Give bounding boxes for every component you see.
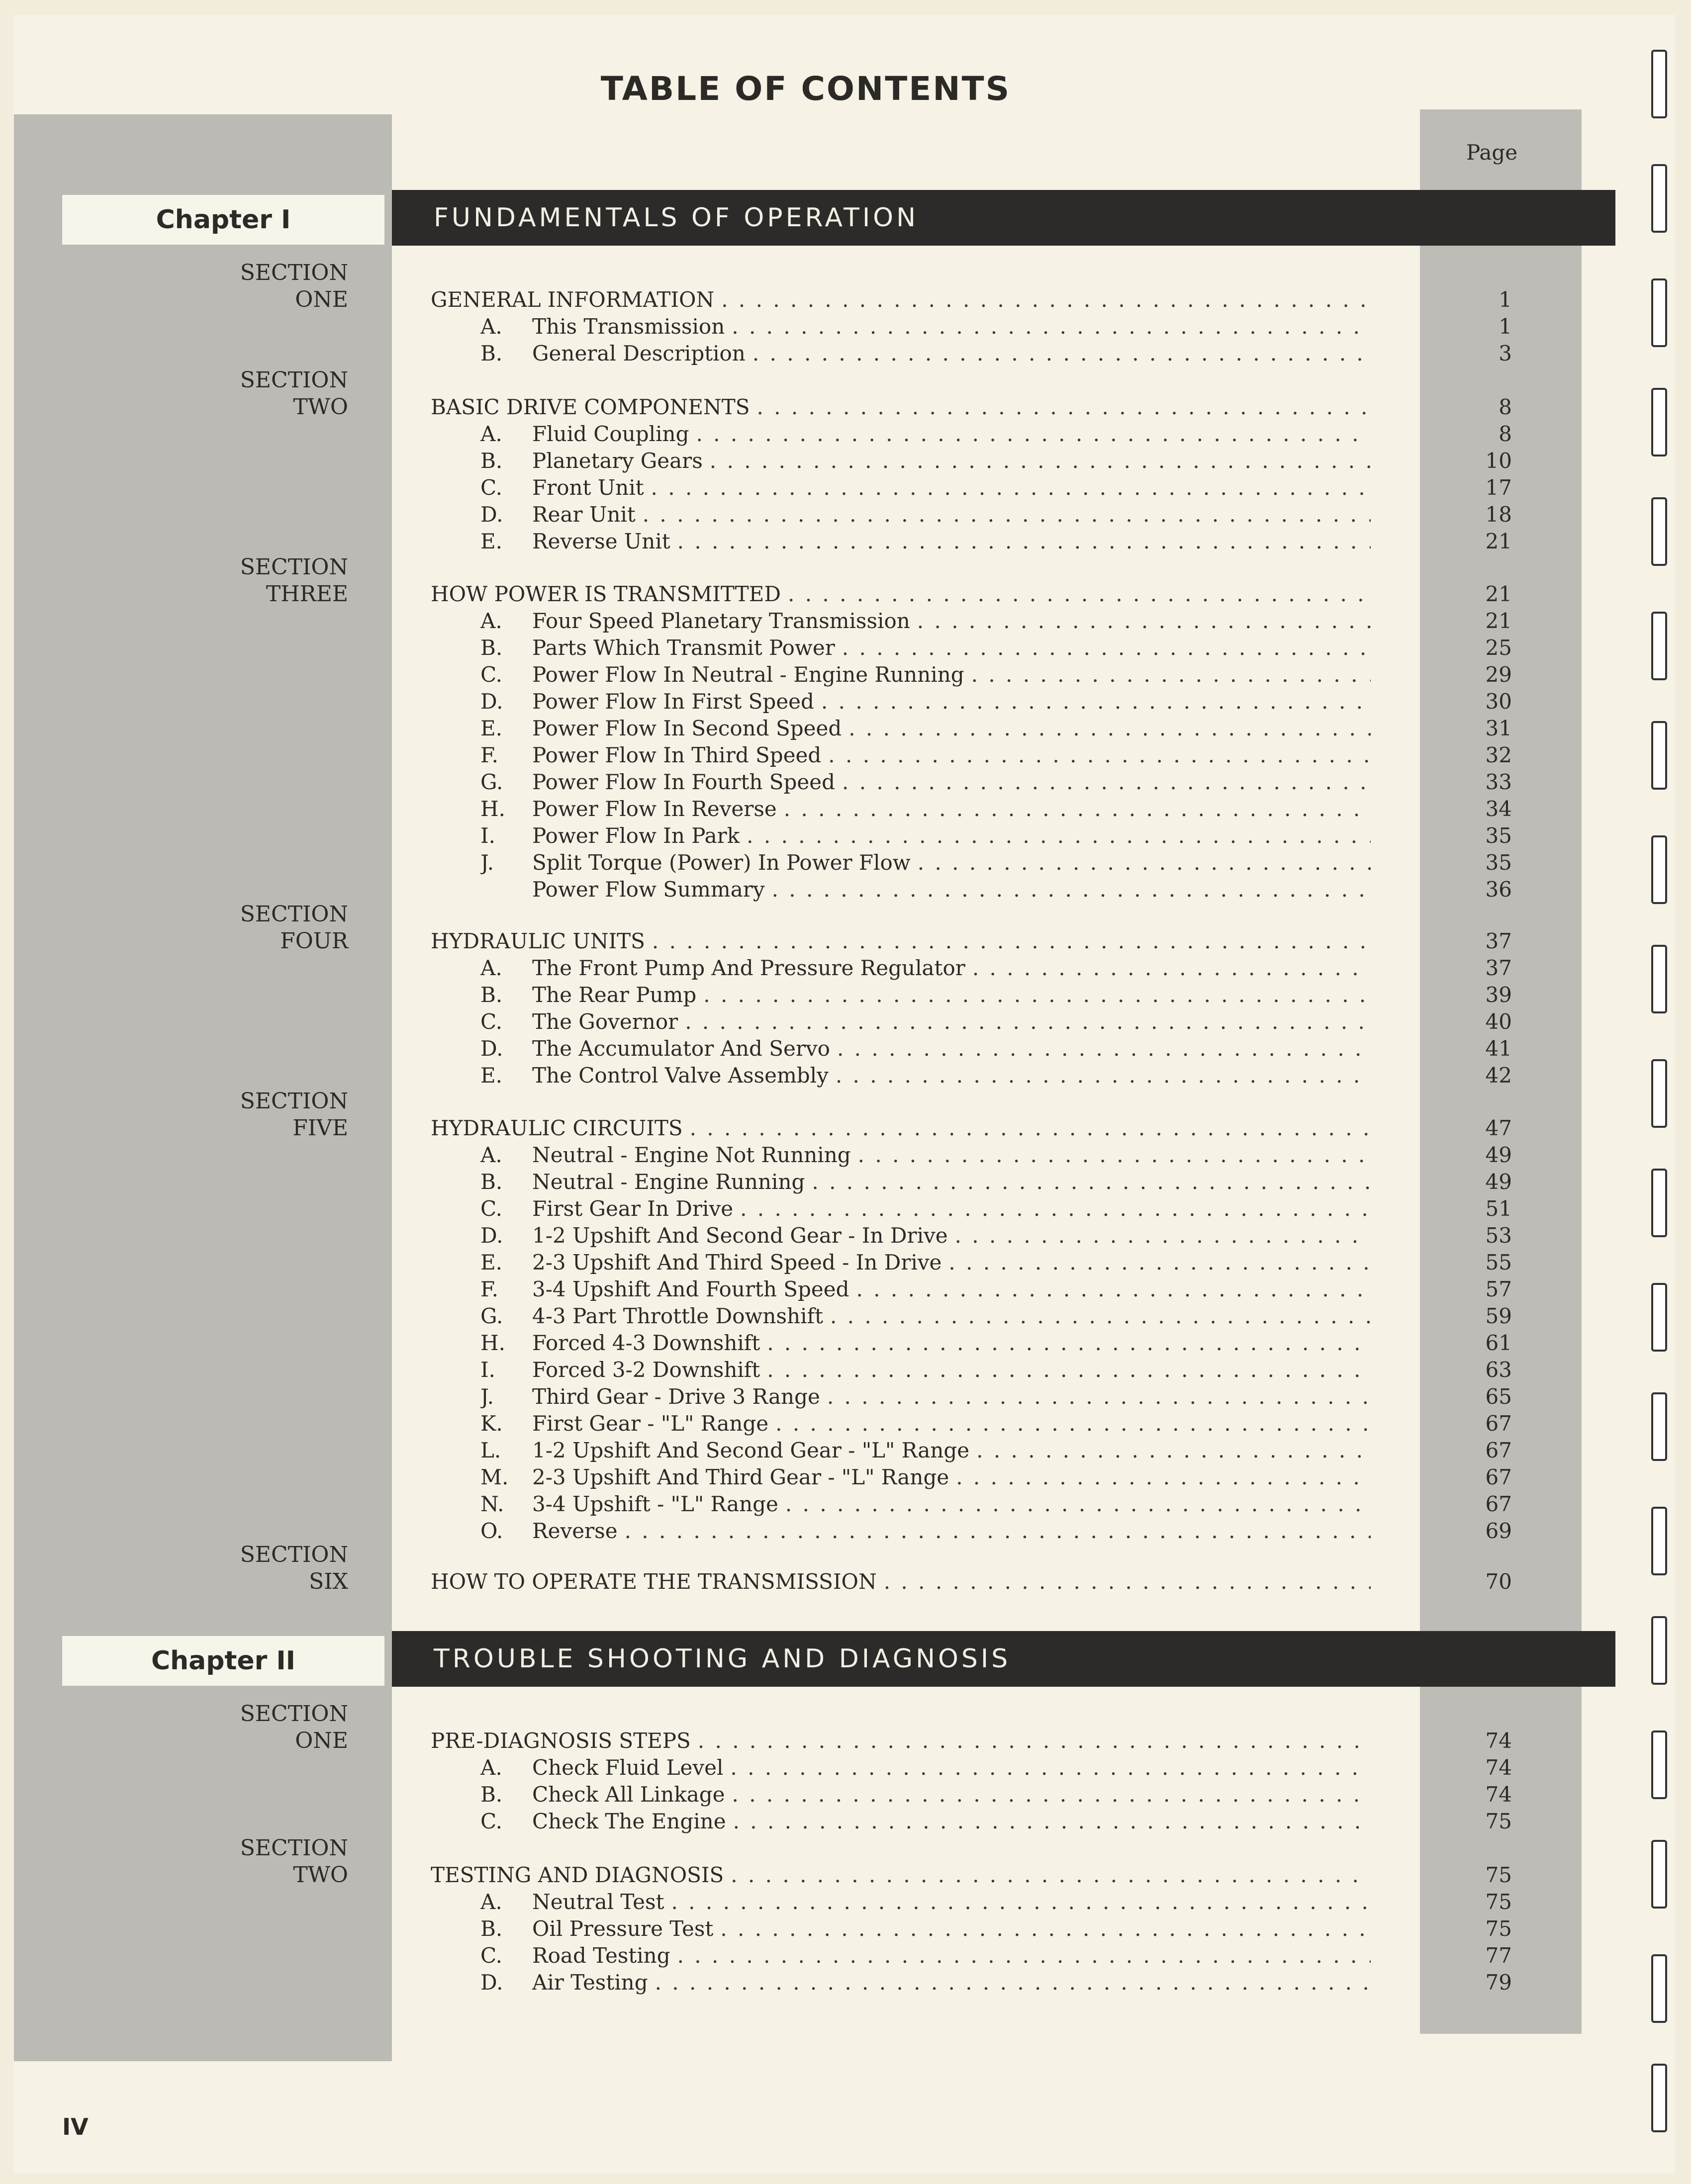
page-number: 21 [1485,529,1512,553]
toc-entry: C. Check The Engine . . . [480,1808,1371,1835]
binder-hole [1651,1730,1667,1799]
page-number: 53 [1485,1223,1512,1248]
toc-entry: A. Neutral - Engine Not Running . . . [480,1142,1371,1169]
toc-entry: D. The Accumulator And Servo . . . [480,1035,1371,1062]
toc-entry: K. First Gear - "L" Range . . . [480,1410,1371,1437]
toc-entry: N. 3-4 Upshift - "L" Range . . . [480,1491,1371,1518]
page-number: 37 [1485,929,1512,953]
toc-heading: HOW POWER IS TRANSMITTED . . . [431,581,1371,608]
section-label: SECTION ONE [240,1701,348,1753]
page-number: 33 [1485,770,1512,794]
binder-hole [1651,388,1667,456]
page-number: 79 [1485,1970,1512,1995]
page-number: 29 [1485,662,1512,687]
section-label: SECTION ONE [240,260,348,312]
binder-hole [1651,1840,1667,1909]
toc-entry: A. Check Fluid Level . . . [480,1754,1371,1781]
chapter-label: Chapter II [62,1636,384,1686]
page-number: 69 [1485,1519,1512,1543]
binder-hole [1651,612,1667,680]
page-number: 47 [1485,1116,1512,1140]
toc-entry: E. 2-3 Upshift And Third Speed - In Drive . . . [480,1249,1371,1276]
toc-entry: I. Forced 3-2 Downshift . . . [480,1357,1371,1383]
page-number: 8 [1499,422,1512,446]
toc-entry: C. Power Flow In Neutral - Engine Running . . . [480,661,1371,688]
toc-heading: GENERAL INFORMATION . . . [431,286,1371,313]
toc-entry: C. First Gear In Drive . . . [480,1195,1371,1222]
binder-hole [1651,1507,1667,1575]
page-number: 70 [1485,1569,1512,1594]
binder-hole [1651,1392,1667,1461]
toc-entry: C. Road Testing . . . [480,1942,1371,1969]
toc-entry: C. The Governor . . . [480,1008,1371,1035]
chapter-title-bar: TROUBLE SHOOTING AND DIAGNOSIS [392,1631,1615,1687]
toc-entry: B. Parts Which Transmit Power . . . [480,635,1371,661]
page-number: 59 [1485,1304,1512,1328]
toc-entry: E. The Control Valve Assembly . . . [480,1062,1371,1089]
page-number: 32 [1485,743,1512,767]
binder-hole [1651,497,1667,566]
page-number: 36 [1485,877,1512,902]
binder-hole [1651,1616,1667,1685]
page-number: 65 [1485,1384,1512,1409]
page-number: 8 [1499,395,1512,419]
toc-entry: F. 3-4 Upshift And Fourth Speed . . . [480,1276,1371,1303]
toc-heading: HOW TO OPERATE THE TRANSMISSION . . . [431,1568,1371,1595]
section-label: SECTION FIVE [240,1089,348,1141]
binder-hole [1651,164,1667,233]
toc-heading: HYDRAULIC UNITS . . . [431,928,1371,955]
page-number: 25 [1485,636,1512,660]
page-number: 51 [1485,1196,1512,1221]
folio-number: IV [62,2113,89,2140]
page-number: 35 [1485,850,1512,875]
page-number: 35 [1485,823,1512,848]
toc-entry: B. General Description . . . [480,340,1371,367]
chapter-title-bar: FUNDAMENTALS OF OPERATION [392,190,1615,246]
page-number: 75 [1485,1890,1512,1914]
toc-entry: Power Flow Summary . . . [480,876,1371,903]
toc-entry: G. Power Flow In Fourth Speed . . . [480,769,1371,796]
page-number: 34 [1485,797,1512,821]
page-number: 74 [1485,1755,1512,1780]
binder-hole [1651,2064,1667,2132]
toc-entry: D. Air Testing . . . [480,1969,1371,1996]
section-label: SECTION THREE [240,554,348,607]
page-number: 21 [1485,609,1512,633]
toc-entry: I. Power Flow In Park . . . [480,822,1371,849]
toc-entry: J. Split Torque (Power) In Power Flow . . . [480,849,1371,876]
section-label: SECTION FOUR [240,902,348,954]
page-number: 63 [1485,1358,1512,1382]
binder-hole [1651,1169,1667,1237]
page-number: 61 [1485,1331,1512,1355]
page-number: 75 [1485,1809,1512,1833]
binder-hole [1651,1059,1667,1128]
binder-hole [1651,278,1667,347]
toc-entry: H. Power Flow In Reverse . . . [480,796,1371,822]
page-number: 1 [1499,287,1512,312]
page-number: 18 [1485,502,1512,527]
toc-entry: M. 2-3 Upshift And Third Gear - "L" Range . . . [480,1464,1371,1491]
toc-entry: A. Neutral Test . . . [480,1889,1371,1915]
binder-hole [1651,1283,1667,1352]
page-number: 55 [1485,1250,1512,1274]
toc-entry: G. 4-3 Part Throttle Downshift . . . [480,1303,1371,1330]
page-number: 77 [1485,1943,1512,1968]
page-number: 31 [1485,716,1512,740]
binder-hole [1651,835,1667,904]
page-title: TABLE OF CONTENTS [600,70,1011,108]
toc-heading: HYDRAULIC CIRCUITS . . . [431,1115,1371,1142]
page-column-header: Page [1466,140,1518,165]
toc-heading: BASIC DRIVE COMPONENTS . . . [431,394,1371,421]
page-number: 39 [1485,983,1512,1007]
page-number: 10 [1485,449,1512,473]
page-number: 3 [1499,341,1512,365]
page-number: 42 [1485,1063,1512,1088]
page-number: 49 [1485,1143,1512,1167]
toc-entry: D. 1-2 Upshift And Second Gear - In Drive . . . [480,1222,1371,1249]
section-label: SECTION TWO [240,367,348,420]
toc-entry: O. Reverse . . . [480,1518,1371,1545]
toc-entry: D. Power Flow In First Speed . . . [480,688,1371,715]
page-number: 30 [1485,689,1512,714]
toc-entry: B. Neutral - Engine Running . . . [480,1169,1371,1195]
section-label: SECTION TWO [240,1835,348,1888]
binder-hole [1651,1954,1667,2023]
chapter-label: Chapter I [62,195,384,245]
page-number: 57 [1485,1277,1512,1301]
toc-entry: E. Reverse Unit . . . [480,528,1371,555]
toc-entry: B. The Rear Pump . . . [480,982,1371,1008]
page-number: 75 [1485,1863,1512,1887]
toc-entry: A. Fluid Coupling . . . [480,421,1371,448]
toc-entry: A. The Front Pump And Pressure Regulator . . . [480,955,1371,982]
toc-entry: E. Power Flow In Second Speed . . . [480,715,1371,742]
page-number: 49 [1485,1170,1512,1194]
page-number: 21 [1485,582,1512,606]
page-number: 67 [1485,1492,1512,1516]
page-number: 67 [1485,1411,1512,1436]
page-number: 74 [1485,1729,1512,1753]
page-number: 67 [1485,1465,1512,1489]
toc-entry: J. Third Gear - Drive 3 Range . . . [480,1383,1371,1410]
page-number: 75 [1485,1916,1512,1941]
toc-heading: PRE-DIAGNOSIS STEPS . . . [431,1728,1371,1754]
page-number: 40 [1485,1009,1512,1034]
binder-hole [1651,945,1667,1013]
binder-hole [1651,50,1667,118]
page-number: 41 [1485,1036,1512,1061]
toc-entry: F. Power Flow In Third Speed . . . [480,742,1371,769]
page-number: 1 [1499,314,1512,339]
toc-entry: C. Front Unit . . . [480,474,1371,501]
section-label: SECTION SIX [240,1542,348,1594]
toc-entry: B. Planetary Gears . . . [480,448,1371,474]
page-number: 17 [1485,475,1512,500]
toc-entry: H. Forced 4-3 Downshift . . . [480,1330,1371,1357]
toc-entry: L. 1-2 Upshift And Second Gear - "L" Range . . . [480,1437,1371,1464]
toc-entry: B. Check All Linkage . . . [480,1781,1371,1808]
toc-entry: A. Four Speed Planetary Transmission . . . [480,608,1371,635]
toc-heading: TESTING AND DIAGNOSIS . . . [431,1862,1371,1889]
page-number: 67 [1485,1438,1512,1462]
binder-hole [1651,721,1667,790]
toc-entry: B. Oil Pressure Test . . . [480,1915,1371,1942]
toc-entry: D. Rear Unit . . . [480,501,1371,528]
toc-entry: A. This Transmission . . . [480,313,1371,340]
page-number: 74 [1485,1782,1512,1807]
page-number: 37 [1485,956,1512,980]
